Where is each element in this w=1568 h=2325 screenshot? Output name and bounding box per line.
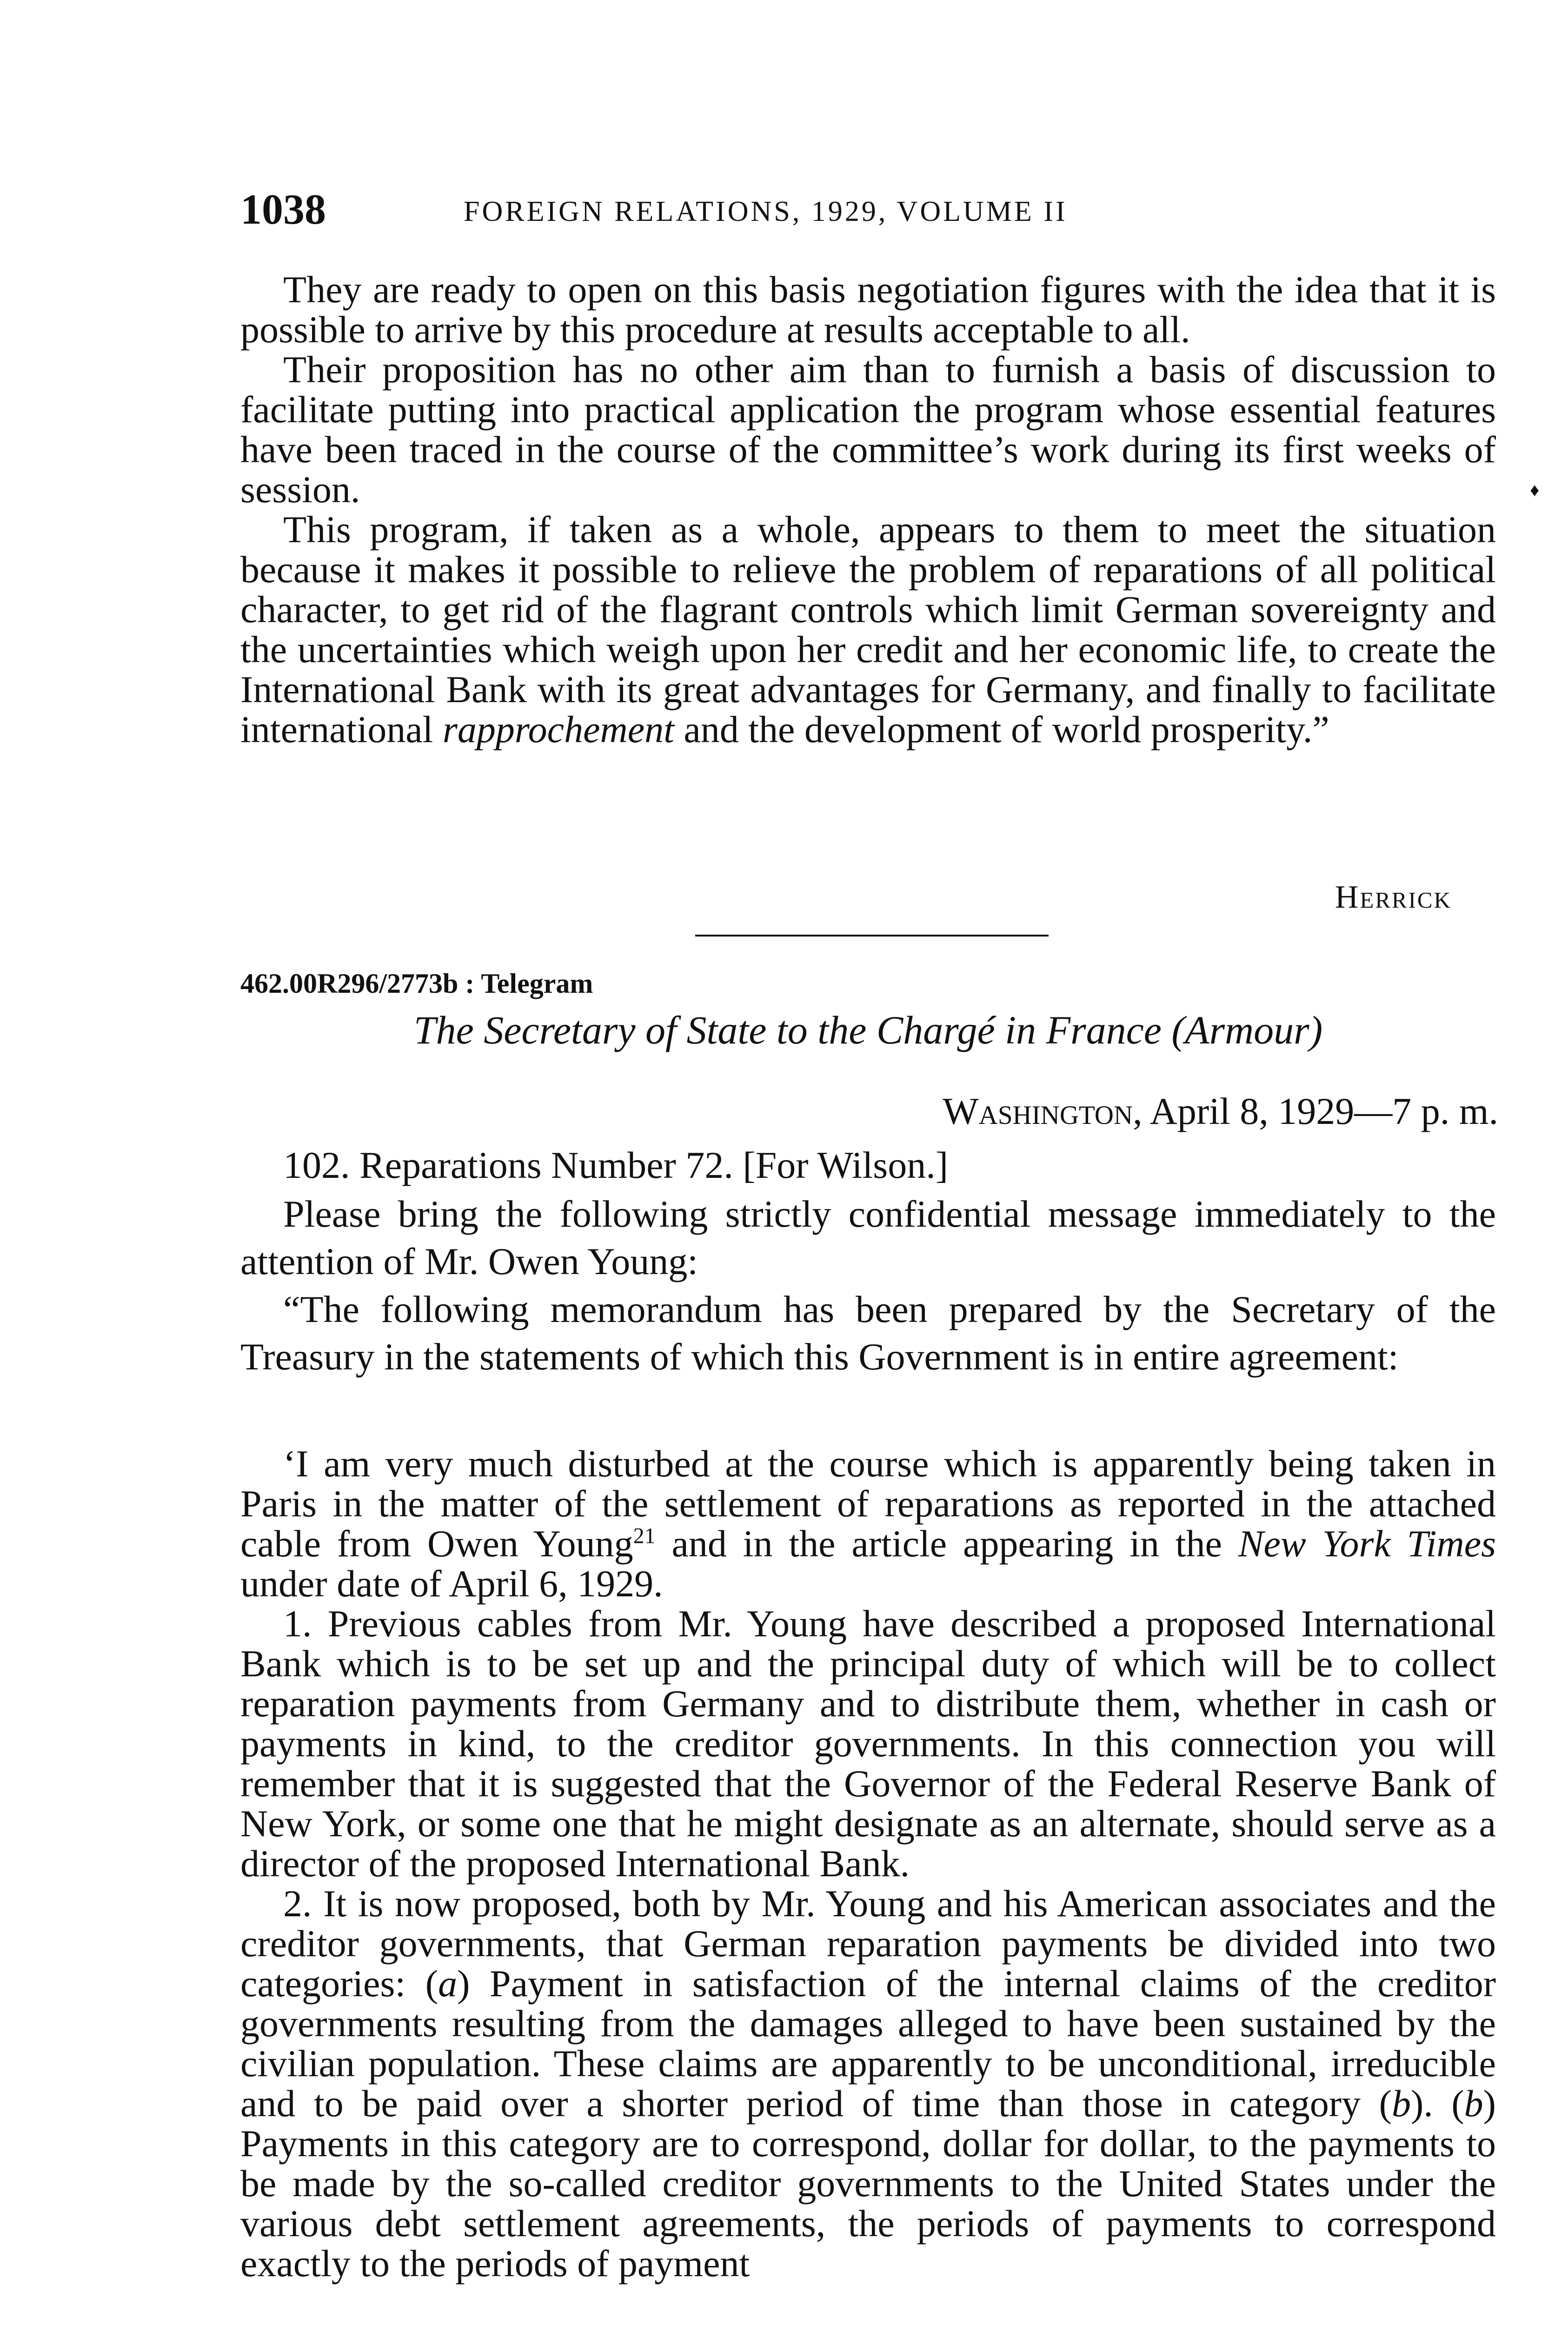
italic-new-york-times: New York Times — [1238, 1522, 1496, 1565]
italic-rapprochement: rapprochement — [442, 708, 674, 751]
paragraph-please-bring: Please bring the following strictly confidential message immediately to the attention of Mr. Owen Young: — [240, 1193, 1496, 1282]
footnote-ref-21: 21 — [633, 1523, 656, 1548]
document-title: The Secretary of State to the Chargé in France (Armour) — [413, 1008, 1323, 1052]
dateline-place: Washington, — [943, 1090, 1143, 1132]
signature-herrick: Herrick — [1335, 879, 1452, 915]
message-number-line: 102. Reparations Number 72. [For Wilson.] — [283, 1144, 948, 1186]
margin-mark: ♦ — [1530, 479, 1540, 500]
paragraph-proposition: Their proposition has no other aim than to furnish a basis of discussion to facilitate putting into practical application the program whose essential features have been traced in the course of the committee’s work during its first weeks of session. — [240, 348, 1496, 511]
paragraph-program: This program, if taken as a whole, appears to them to meet the situation because it makes it possible to relieve the problem of reparations of all political character, to get rid of the flagrant controls which limit German sovereignty and the uncertainties which weigh upon her credit and her economic life, to create the International Bank with its great advantages for Germany, and finally to facilitate international rapprochement and the development of world prosperity.” — [240, 508, 1496, 751]
section-divider — [695, 935, 1049, 937]
filing-number: 462.00R296/2773b : Telegram — [240, 968, 593, 999]
paragraph-two-categories: 2. It is now proposed, both by Mr. Young and his American associates and the creditor governments, that German reparation payments be divided into two categories: (a) Payment in satisfaction of the internal claims of the creditor governments resulting from the damages alleged to have been sustained by the civilian population. These claims are apparently to be unconditional, irreducible and to be paid over a shorter period of time than those in category (b). (b) Payments in this category are to correspond, dollar for dollar, to the payments to be made by the so-called creditor governments to the United States under the various debt settlement agreements, the periods of payments to correspond exactly to the periods of payment — [240, 1882, 1496, 2285]
dateline — [943, 1088, 1498, 1135]
paragraph-international-bank: 1. Previous cables from Mr. Young have described a proposed International Bank which is to be set up and the principal duty of which will be to collect reparation payments from Germany and to distribute them, whether in cash or payments in kind, to the creditor governments. In this connection you will remember that it is suggested that the Governor of the Federal Reserve Bank of New York, or some one that he might designate as an alternate, should serve as a director of the proposed International Bank. — [240, 1602, 1496, 1885]
paragraph-disturbed: ‘I am very much disturbed at the course which is apparently being taken in Paris in the matter of the settlement of reparations as reported in the attached cable from Owen Young$^{21}$ and in the article appearing in the New York Times under date of April 6, 1929. — [240, 1442, 1496, 1605]
page-number: 1038 — [240, 186, 326, 233]
paragraph-ready-to-open: They are ready to open on this basis negotiation figures with the idea that it is possible to arrive by this procedure at results acceptable to all. — [240, 268, 1496, 351]
continued-text — [240, 270, 1496, 750]
page-header — [240, 181, 1496, 237]
running-head: FOREIGN RELATIONS, 1929, VOLUME II — [464, 196, 1068, 227]
memorandum-body — [240, 1444, 1496, 2284]
paragraph-memorandum-intro: “The following memorandum has been prepared by the Secretary of the Treasury in the statements of which this Government is in entire agreement: — [240, 1288, 1496, 1378]
dateline-date: April 8, 1929—7 p. m. — [1142, 1090, 1498, 1132]
